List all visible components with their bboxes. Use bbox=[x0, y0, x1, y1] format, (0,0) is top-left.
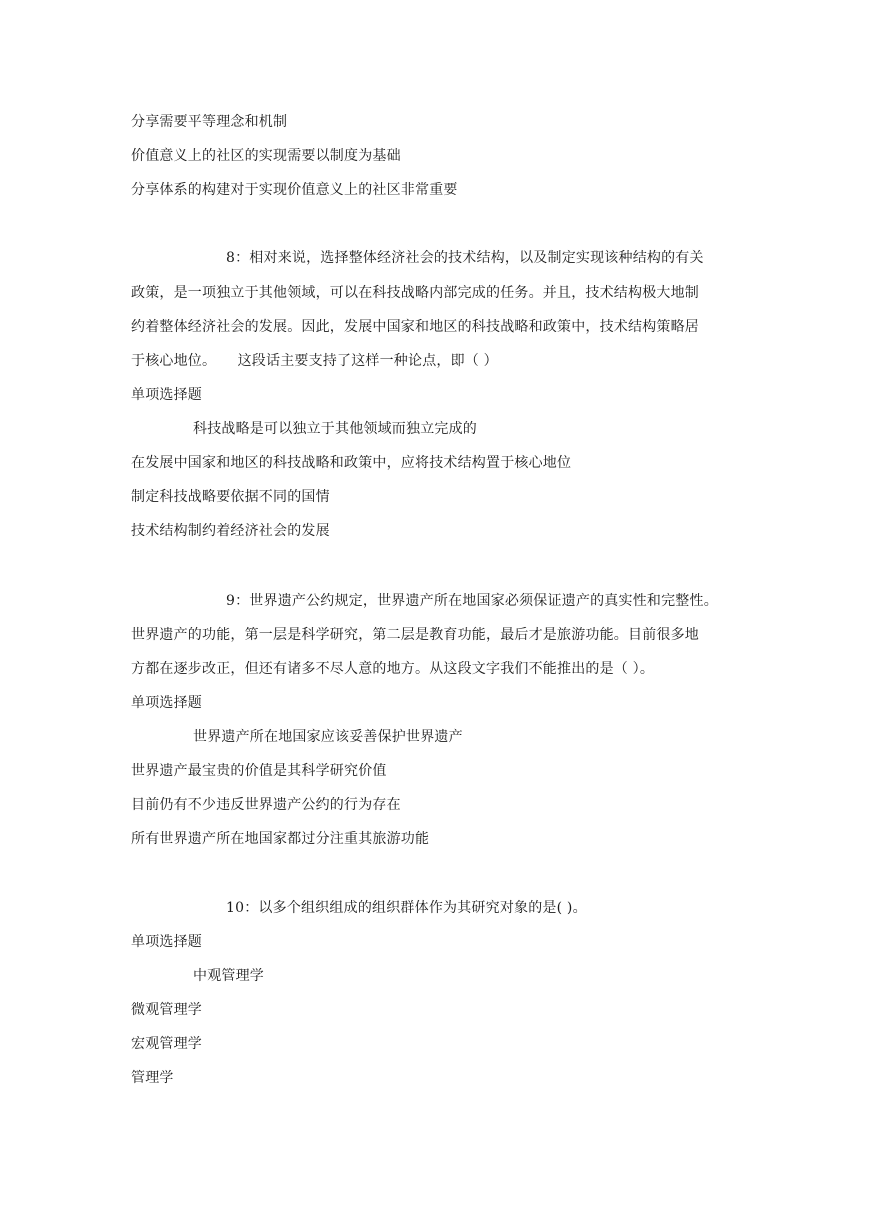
question-8-line-2: 政策，是一项独立于其他领域，可以在科技战略内部完成的任务。并且，技术结构极大地制 bbox=[131, 285, 699, 301]
question-8-line-4: 于核心地位。 这段话主要支持了这样一种论点，即（ ） bbox=[131, 353, 498, 369]
question-9-option-1: 世界遗产所在地国家应该妥善保护世界遗产 bbox=[193, 729, 463, 745]
question-10-option-4: 管理学 bbox=[131, 1070, 174, 1086]
question-8-line-3: 约着整体经济社会的发展。因此，发展中国家和地区的科技战略和政策中，技术结构策略居 bbox=[131, 319, 699, 335]
question-9-line-1: 9：世界遗产公约规定，世界遗产所在地国家必须保证遗产的真实性和完整性。 bbox=[226, 593, 718, 609]
question-8-option-1: 科技战略是可以独立于其他领域而独立完成的 bbox=[193, 421, 477, 437]
question-10-type: 单项选择题 bbox=[131, 934, 202, 950]
question-8-line-1: 8：相对来说，选择整体经济社会的技术结构，以及制定实现该种结构的有关 bbox=[226, 250, 704, 266]
question-9-line-2: 世界遗产的功能，第一层是科学研究，第二层是教育功能，最后才是旅游功能。目前很多地 bbox=[131, 627, 699, 643]
question-9-option-4: 所有世界遗产所在地国家都过分注重其旅游功能 bbox=[131, 831, 430, 847]
question-8-option-4: 技术结构制约着经济社会的发展 bbox=[131, 523, 330, 539]
question-10-option-2: 微观管理学 bbox=[131, 1002, 202, 1018]
question-8-option-3: 制定科技战略要依据不同的国情 bbox=[131, 489, 330, 505]
question-10-option-1: 中观管理学 bbox=[193, 968, 264, 984]
prev-option-2: 价值意义上的社区的实现需要以制度为基础 bbox=[131, 148, 401, 164]
question-9-option-2: 世界遗产最宝贵的价值是其科学研究价值 bbox=[131, 763, 387, 779]
question-8-type: 单项选择题 bbox=[131, 387, 202, 403]
question-10-line-1: 10：以多个组织组成的组织群体作为其研究对象的是( )。 bbox=[226, 900, 587, 916]
question-10-option-3: 宏观管理学 bbox=[131, 1036, 202, 1052]
question-9-line-3: 方都在逐步改正，但还有诸多不尽人意的地方。从这段文字我们不能推出的是（ ）。 bbox=[131, 661, 655, 677]
prev-option-1: 分享需要平等理念和机制 bbox=[131, 114, 288, 130]
question-9-option-3: 目前仍有不少违反世界遗产公约的行为存在 bbox=[131, 797, 401, 813]
prev-option-3: 分享体系的构建对于实现价值意义上的社区非常重要 bbox=[131, 182, 458, 198]
question-9-type: 单项选择题 bbox=[131, 695, 202, 711]
question-8-option-2: 在发展中国家和地区的科技战略和政策中，应将技术结构置于核心地位 bbox=[131, 455, 572, 471]
